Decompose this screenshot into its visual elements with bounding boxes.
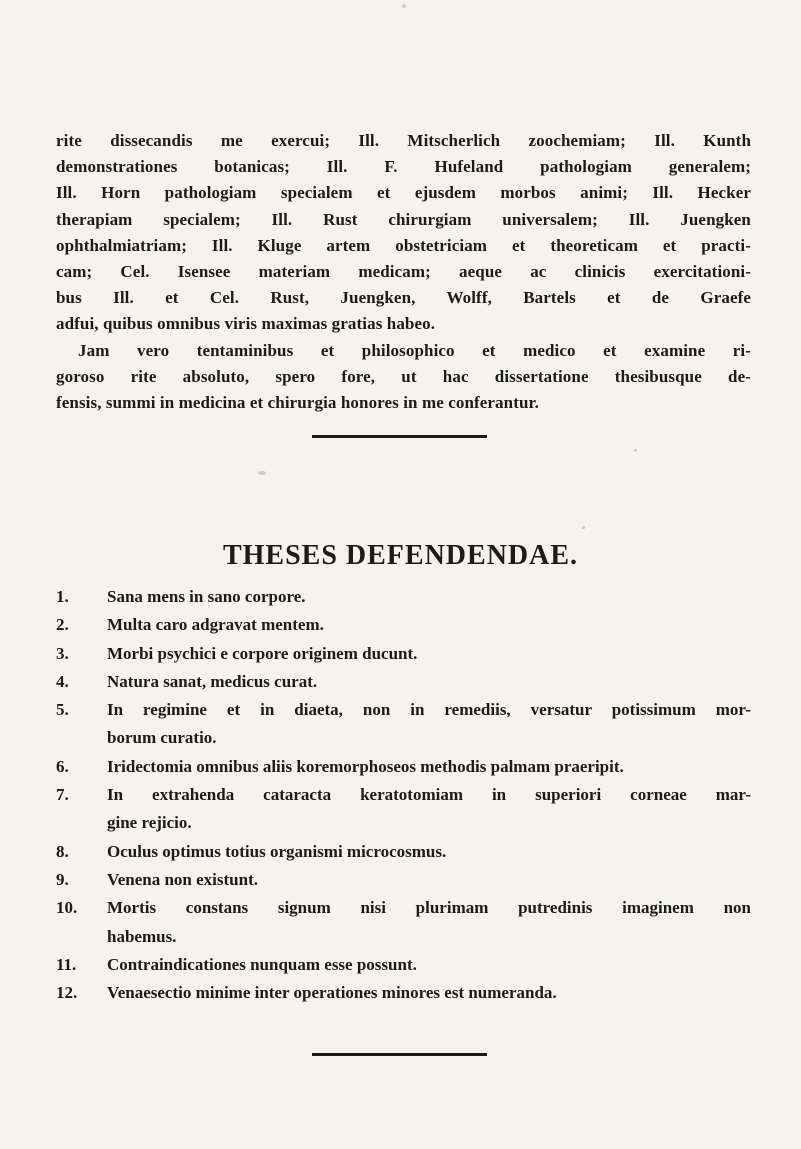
thesis-number: 4. [56, 671, 69, 691]
theses-heading: THESES DEFENDENDAE. [222, 540, 579, 571]
thesis-number: 11. [56, 954, 77, 974]
thesis-number: 7. [56, 785, 69, 805]
paper-speck [634, 449, 637, 452]
thesis-item [56, 894, 751, 951]
thesis-number: 5. [56, 700, 69, 720]
thesis-item [56, 583, 751, 611]
intro-line: therapiam specialem; Ill. Rust chirurgiam universalem; Ill. Juengken [56, 209, 751, 229]
intro-line: Ill. Horn pathologiam specialem et ejusdem morbos animi; Ill. Hecker [56, 183, 751, 203]
intro-line: cam; Cel. Isensee materiam medicam; aeque ac clinicis exercitationi- [56, 262, 751, 282]
thesis-text: Multa caro adgravat mentem. [107, 615, 324, 635]
thesis-text: Sana mens in sano corpore. [107, 587, 306, 606]
thesis-item [56, 781, 751, 838]
thesis-text-continued: gine rejicio. [107, 813, 192, 833]
thesis-item [56, 838, 751, 866]
thesis-text: Mortis constans signum nisi plurimam putredinis imaginem non [107, 898, 751, 918]
thesis-text: Contraindicationes nunquam esse possunt. [107, 954, 417, 974]
separator-rule [312, 1053, 487, 1056]
thesis-text: In regimine et in diaeta, non in remediis, versatur potissimum mor- [107, 700, 751, 720]
thesis-text: Iridectomia omnibus aliis koremorphoseos methodis palmam praeripit. [107, 756, 624, 776]
thesis-number: 3. [56, 643, 69, 663]
intro-paragraph [56, 128, 751, 416]
thesis-number: 10. [56, 898, 78, 918]
thesis-text: Oculus optimus totius organismi microcosmus. [107, 841, 447, 861]
thesis-text: Venena non existunt. [107, 869, 258, 889]
thesis-item [56, 696, 751, 753]
thesis-text: Natura sanat, medicus curat. [107, 671, 318, 691]
thesis-text-continued: habemus. [107, 926, 177, 946]
thesis-text: In extrahenda cataracta keratotomiam in superiori corneae mar- [107, 785, 751, 805]
thesis-number: 12. [56, 983, 78, 1003]
thesis-text: Venaesectio minime inter operationes minores est numeranda. [107, 983, 557, 1003]
thesis-number: 9. [56, 869, 69, 889]
thesis-text: Morbi psychici e corpore originem ducunt. [107, 643, 418, 663]
intro-line: Jam vero tentaminibus et philosophico et medico et examine ri- [78, 340, 751, 360]
intro-line: rite dissecandis me exercui; Ill. Mitscherlich zoochemiam; Ill. Kunth [56, 131, 751, 150]
thesis-item [56, 979, 751, 1007]
thesis-item [56, 753, 751, 781]
intro-line: goroso rite absoluto, spero fore, ut hac dissertatione thesibusque de- [56, 366, 751, 386]
separator-rule [312, 435, 487, 438]
thesis-item [56, 951, 751, 979]
paper-speck [582, 526, 585, 529]
thesis-text-continued: borum curatio. [107, 728, 217, 748]
thesis-number: 8. [56, 841, 69, 861]
thesis-number: 2. [56, 615, 69, 635]
intro-line: fensis, summi in medicina et chirurgia honores in me conferantur. [56, 393, 539, 413]
thesis-item [56, 611, 751, 639]
paper-speck [258, 471, 266, 475]
intro-line: bus Ill. et Cel. Rust, Juengken, Wolff, Bartels et de Graefe [56, 288, 751, 308]
thesis-item [56, 668, 751, 696]
thesis-number: 6. [56, 756, 69, 776]
paper-speck [402, 4, 406, 8]
thesis-number: 1. [56, 587, 69, 606]
theses-list [56, 583, 751, 1007]
intro-line: ophthalmiatriam; Ill. Kluge artem obstetriciam et theoreticam et practi- [56, 235, 751, 255]
intro-line: adfui, quibus omnibus viris maximas gratias habeo. [56, 314, 436, 334]
thesis-item [56, 640, 751, 668]
thesis-item [56, 866, 751, 894]
intro-line: demonstrationes botanicas; Ill. F. Hufeland pathologiam generalem; [56, 157, 751, 177]
